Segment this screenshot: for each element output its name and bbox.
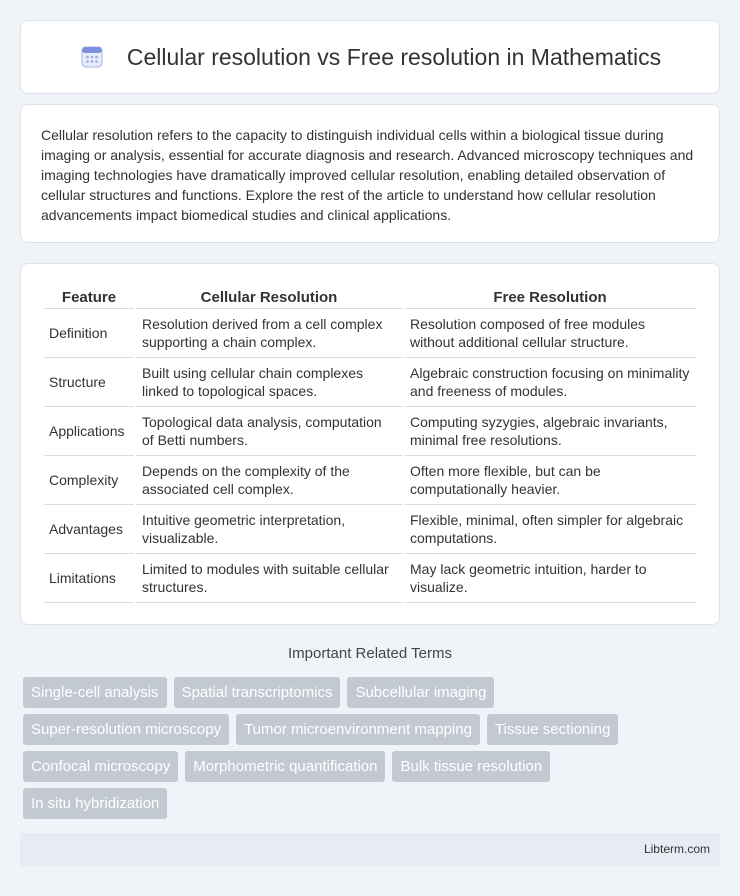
feature-cell: Applications [44, 407, 134, 456]
feature-cell: Limitations [44, 554, 134, 603]
comparison-card [20, 263, 720, 625]
cellular-cell: Resolution derived from a cell complex supporting a chain complex. [136, 309, 402, 358]
title-card [20, 20, 720, 94]
free-cell: Resolution composed of free modules without additional cellular structure. [404, 309, 696, 358]
feature-cell: Definition [44, 309, 134, 358]
page-title: Cellular resolution vs Free resolution in Mathematics [126, 43, 662, 70]
calendar-grid-icon [79, 44, 105, 70]
table-row [44, 358, 696, 407]
related-terms-heading: Important Related Terms [288, 645, 452, 662]
related-term-tag[interactable]: Morphometric quantification [185, 751, 385, 782]
table-row [44, 309, 696, 358]
feature-cell: Complexity [44, 456, 134, 505]
footer [20, 833, 720, 866]
free-cell: Flexible, minimal, often simpler for algebraic computations. [404, 505, 696, 554]
header-feature: Feature [44, 284, 134, 309]
cellular-cell: Built using cellular chain complexes linked to topological spaces. [136, 358, 402, 407]
header-cellular-resolution: Cellular Resolution [136, 284, 402, 309]
cellular-cell: Limited to modules with suitable cellular structures. [136, 554, 402, 603]
related-term-tag[interactable]: Single-cell analysis [23, 677, 167, 708]
related-term-tag[interactable]: In situ hybridization [23, 788, 167, 819]
comparison-table [42, 284, 698, 603]
footer-site-link[interactable]: Libterm.com [643, 842, 710, 856]
related-term-tag[interactable]: Tissue sectioning [487, 714, 618, 745]
feature-cell: Structure [44, 358, 134, 407]
header-free-resolution: Free Resolution [404, 284, 696, 309]
related-term-tag[interactable]: Tumor microenvironment mapping [236, 714, 480, 745]
table-row [44, 554, 696, 603]
cellular-cell: Depends on the complexity of the associated cell complex. [136, 456, 402, 505]
table-row [44, 456, 696, 505]
free-cell: Algebraic construction focusing on minimality and freeness of modules. [404, 358, 696, 407]
free-cell: Often more flexible, but can be computationally heavier. [404, 456, 696, 505]
related-term-tag[interactable]: Bulk tissue resolution [392, 751, 550, 782]
related-term-tag[interactable]: Confocal microscopy [23, 751, 178, 782]
related-terms-list [23, 677, 703, 825]
intro-card [20, 104, 720, 243]
cellular-cell: Topological data analysis, computation of Betti numbers. [136, 407, 402, 456]
table-row [44, 407, 696, 456]
related-term-tag[interactable]: Spatial transcriptomics [174, 677, 341, 708]
free-cell: May lack geometric intuition, harder to visualize. [404, 554, 696, 603]
related-term-tag[interactable]: Subcellular imaging [347, 677, 494, 708]
intro-paragraph: Cellular resolution refers to the capacity to distinguish individual cells within a biological tissue during imaging or analysis, essential for accurate diagnosis and research. Advanced microscopy techniques and imaging technologies have dramatically improved cellular resolution, enabling detailed observation of cellular structures and functions. Explore the rest of the article to understand how cellular resolution advancements impact biomedical studies and clinical applications. [41, 127, 694, 223]
cellular-cell: Intuitive geometric interpretation, visualizable. [136, 505, 402, 554]
related-term-tag[interactable]: Super-resolution microscopy [23, 714, 229, 745]
feature-cell: Advantages [44, 505, 134, 554]
free-cell: Computing syzygies, algebraic invariants, minimal free resolutions. [404, 407, 696, 456]
table-header-row [44, 284, 696, 309]
table-row [44, 505, 696, 554]
